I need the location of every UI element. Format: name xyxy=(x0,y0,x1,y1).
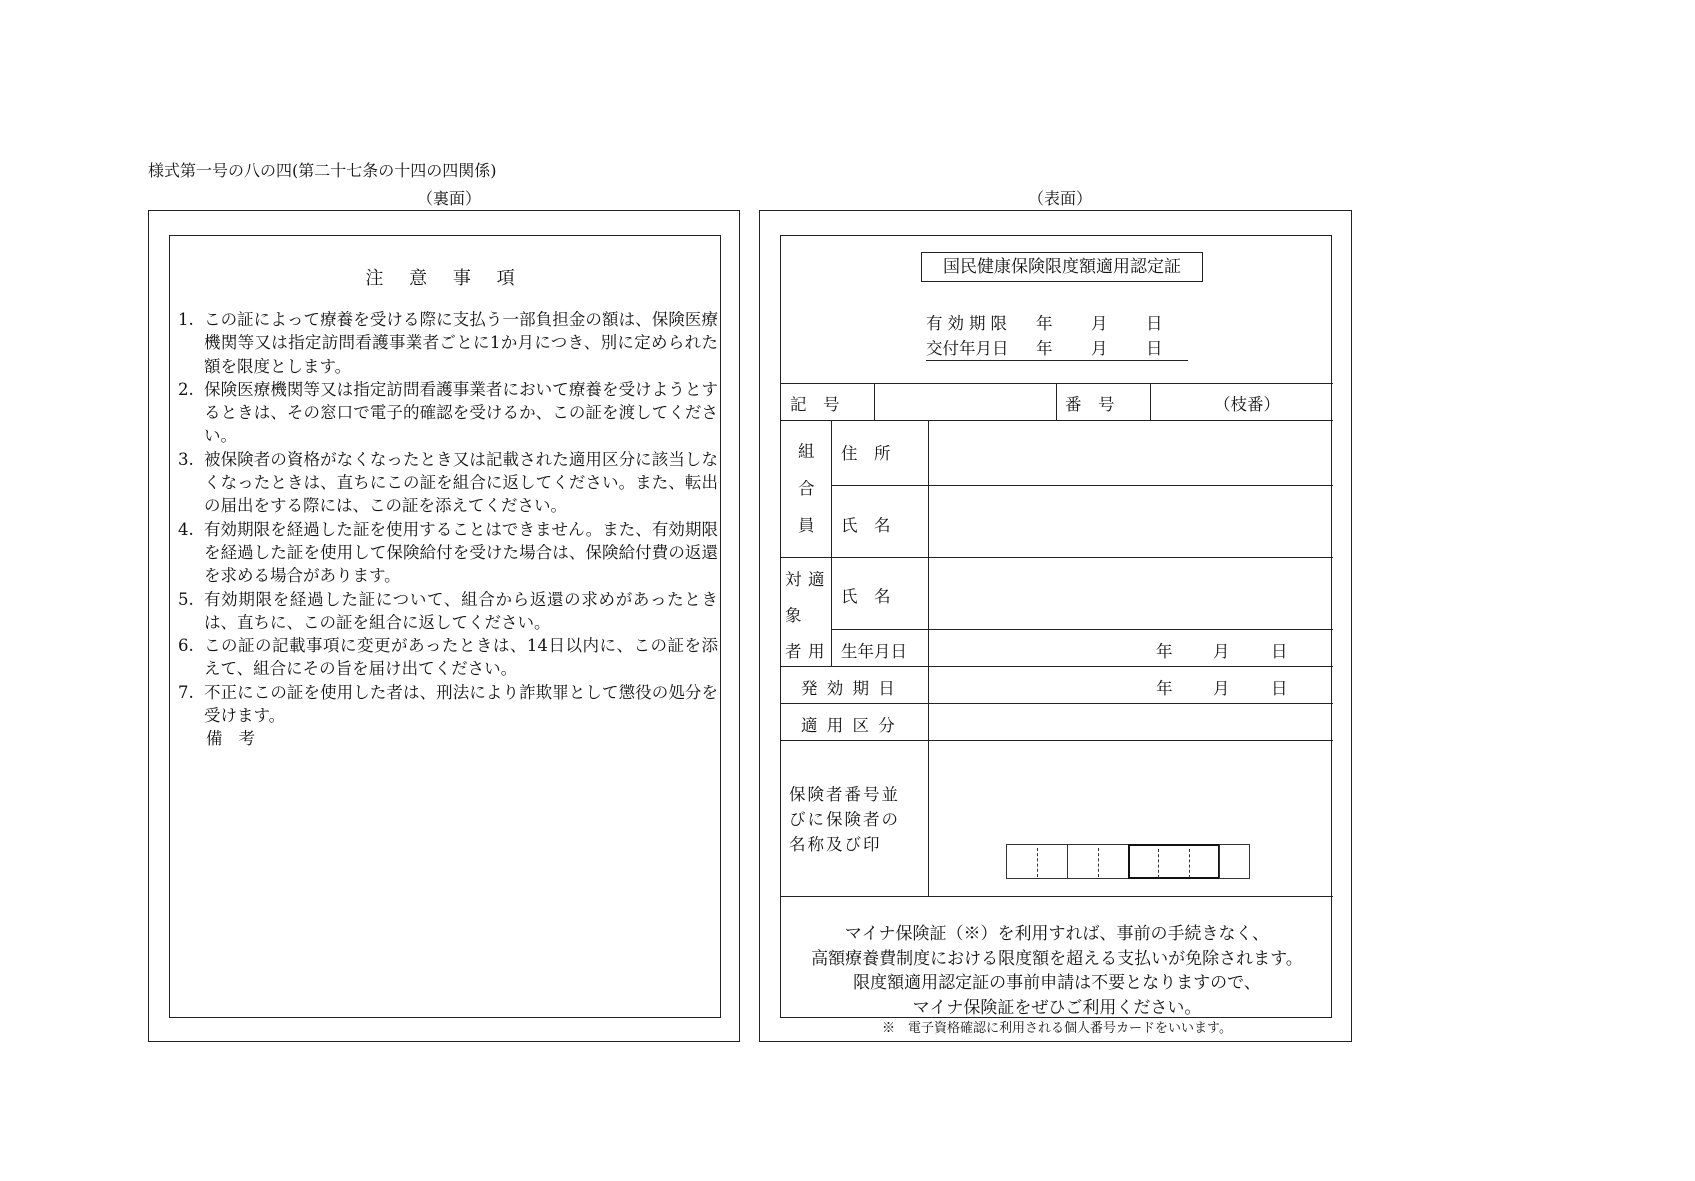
insurer-digit-box xyxy=(1219,844,1250,879)
grid-line xyxy=(781,420,1333,421)
note-number: 7. xyxy=(178,682,194,702)
note-number: 4. xyxy=(178,519,194,539)
grid-line xyxy=(781,666,1333,667)
note-text: 被保険者の資格がなくなったとき又は記載された適用区分に該当しなくなったときは、直ちにこの証を組合に返してください。また、転出の届出をする際には、この証を添えてください。 xyxy=(204,449,718,516)
notice-line: マイナ保険証（※）を利用すれば、事前の手続きなく、 xyxy=(844,924,1270,944)
grid-line xyxy=(831,485,1333,486)
note-number: 2. xyxy=(178,379,194,399)
notice-line: マイナ保険証をぜひご利用ください。 xyxy=(912,997,1202,1018)
grid-line xyxy=(781,557,1333,558)
note-text: 有効期限を経過した証を使用することはできません。また、有効期限を経過した証を使用して保険給付を受けた場合は、保険給付費の返還を求める場合があります。 xyxy=(204,519,718,586)
grid-line xyxy=(928,420,929,896)
insurer-digit-box xyxy=(1006,844,1068,879)
note-item xyxy=(178,448,718,518)
insurer-label: 保険者番号並びに保険者の名称及び印 xyxy=(789,785,900,854)
insurer-digit-box xyxy=(1128,844,1220,879)
grid-line xyxy=(781,703,1333,704)
target-label-char: 用 xyxy=(808,642,825,661)
target-label-char: 対 xyxy=(785,570,802,589)
issue-month: 月 xyxy=(1091,339,1108,358)
category-label: 適 用 区 分 xyxy=(801,716,897,735)
target-label-char: 者 xyxy=(785,642,802,661)
grid-line xyxy=(1150,383,1151,420)
note-text: 保険医療機関等又は指定訪問看護事業者において療養を受けようとするときは、その窓口で電子的確認を受けるか、この証を渡してください。 xyxy=(204,379,718,446)
grid-line xyxy=(781,740,1333,741)
issue-date-underline xyxy=(926,360,1188,361)
validity-label: 有効期限 xyxy=(926,314,1012,333)
birth-year: 年 xyxy=(1156,642,1173,661)
remarks-label: 備考 xyxy=(206,729,271,749)
validity-day: 日 xyxy=(1146,314,1163,333)
target-name-label: 氏 名 xyxy=(841,587,891,606)
issue-year: 年 xyxy=(1036,339,1053,358)
validity-month: 月 xyxy=(1091,314,1108,333)
effective-month: 月 xyxy=(1213,679,1230,698)
issue-date-label: 交付年月日 xyxy=(926,339,1009,358)
back-inner-frame xyxy=(169,235,721,1018)
back-side-label: （裏面） xyxy=(417,189,482,208)
front-side-label: （表面） xyxy=(1028,189,1093,208)
note-number: 6. xyxy=(178,636,194,656)
validity-block xyxy=(926,311,1166,361)
member-label-char: 員 xyxy=(798,516,815,535)
birth-day: 日 xyxy=(1271,642,1288,661)
note-item xyxy=(178,588,718,635)
notes-list xyxy=(178,308,718,751)
notes-title: 注 意 事 項 xyxy=(365,268,525,289)
issue-day: 日 xyxy=(1146,339,1163,358)
effective-date-label: 発 効 期 日 xyxy=(801,679,897,698)
member-name-label: 氏 名 xyxy=(841,516,891,535)
note-text: 不正にこの証を使用した者は、刑法により詐欺罪として懲役の処分を受けます。 xyxy=(204,682,719,726)
target-label-char: 象 xyxy=(785,606,802,625)
birth-month: 月 xyxy=(1213,642,1230,661)
member-label-char: 合 xyxy=(798,479,815,498)
grid-line xyxy=(1056,383,1057,420)
form-title: 様式第一号の八の四(第二十七条の十四の四関係) xyxy=(148,161,497,180)
effective-year: 年 xyxy=(1156,679,1173,698)
note-text: この証によって療養を受ける際に支払う一部負担金の額は、保険医療機関等又は指定訪問看護事業者ごとに1か月につき、別に定められた額を限度とします。 xyxy=(204,310,718,376)
front-inner-frame xyxy=(780,235,1332,1036)
note-item xyxy=(178,378,718,448)
note-item xyxy=(178,634,718,681)
notice-footnote: ※ 電子資格確認に利用される個人番号カードをいいます。 xyxy=(882,1021,1232,1036)
note-item xyxy=(178,681,718,728)
number-label: 番 号 xyxy=(1065,395,1115,414)
my-number-notice xyxy=(781,922,1333,1038)
note-number: 1. xyxy=(178,310,194,329)
grid-line xyxy=(874,383,875,420)
note-number: 3. xyxy=(178,449,194,469)
branch-number-label: （枝番） xyxy=(1214,395,1280,414)
birth-date-label: 生年月日 xyxy=(841,642,907,661)
grid-line xyxy=(831,420,832,666)
note-text: この証の記載事項に変更があったときは、14日以内に、この証を添えて、組合にその旨を届け出てください。 xyxy=(204,636,718,679)
note-item xyxy=(178,308,718,378)
effective-day: 日 xyxy=(1271,679,1288,698)
front-panel xyxy=(759,210,1352,1042)
grid-line xyxy=(781,896,1333,897)
notice-line: 限度額適用認定証の事前申請は不要となりますので、 xyxy=(853,973,1261,993)
target-label-char: 適 xyxy=(808,570,825,589)
card-title: 国民健康保険限度額適用認定証 xyxy=(921,252,1203,282)
symbol-label: 記 号 xyxy=(790,395,840,414)
note-number: 5. xyxy=(178,589,194,609)
member-address-label: 住 所 xyxy=(841,444,891,463)
note-text: 有効期限を経過した証について、組合から返還の求めがあったときは、直ちに、この証を組合に返してください。 xyxy=(204,589,718,632)
notice-line: 高額療養費制度における限度額を超える支払いが免除されます。 xyxy=(811,948,1303,969)
back-panel xyxy=(148,210,740,1042)
grid-line xyxy=(831,629,1333,630)
validity-year: 年 xyxy=(1036,314,1053,333)
insurer-number-boxes xyxy=(1006,844,1251,879)
insurer-digit-box xyxy=(1067,844,1129,879)
grid-line xyxy=(781,383,1333,384)
member-label-char: 組 xyxy=(798,442,815,461)
note-item xyxy=(178,518,718,588)
